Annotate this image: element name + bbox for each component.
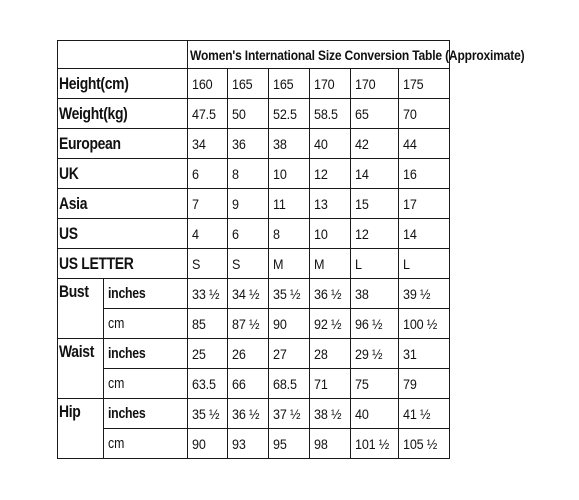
value-cell bbox=[269, 429, 310, 459]
unit-label-cell bbox=[104, 279, 188, 309]
table-row-hip-inches bbox=[58, 399, 450, 429]
value-cell bbox=[399, 129, 450, 159]
cell-value: 14 bbox=[403, 225, 417, 242]
value-cell bbox=[351, 339, 399, 369]
cell-value: 35 ½ bbox=[273, 285, 301, 302]
value-cell bbox=[269, 249, 310, 279]
cell-value: 7 bbox=[192, 195, 199, 212]
value-cell bbox=[351, 309, 399, 339]
table-row-european bbox=[58, 129, 450, 159]
value-cell bbox=[269, 219, 310, 249]
value-cell bbox=[269, 279, 310, 309]
table-row-weight-kg bbox=[58, 99, 450, 129]
value-cell bbox=[399, 399, 450, 429]
value-cell bbox=[188, 369, 228, 399]
value-cell bbox=[228, 399, 269, 429]
group-label-cell bbox=[58, 399, 104, 459]
group-label-cell bbox=[58, 339, 104, 399]
unit-label-cell bbox=[104, 369, 188, 399]
cell-value: 70 bbox=[403, 105, 417, 122]
cell-value: 170 bbox=[314, 75, 335, 92]
unit-label-cell bbox=[104, 399, 188, 429]
table-row-us bbox=[58, 219, 450, 249]
cell-value: 71 bbox=[314, 375, 328, 392]
value-cell bbox=[188, 279, 228, 309]
value-cell bbox=[351, 369, 399, 399]
cell-value: 65 bbox=[355, 105, 369, 122]
cell-value: 98 bbox=[314, 435, 328, 452]
unit-label: inches bbox=[108, 344, 146, 362]
value-cell bbox=[351, 69, 399, 99]
cell-value: 39 ½ bbox=[403, 285, 431, 302]
cell-value: S bbox=[232, 255, 241, 272]
cell-value: 96 ½ bbox=[355, 315, 383, 332]
cell-value: 6 bbox=[192, 165, 199, 182]
cell-value: 87 ½ bbox=[232, 315, 260, 332]
unit-label: inches bbox=[108, 284, 146, 302]
cell-value: 36 ½ bbox=[232, 405, 260, 422]
cell-value: 8 bbox=[232, 165, 239, 182]
value-cell bbox=[399, 339, 450, 369]
value-cell bbox=[310, 129, 351, 159]
cell-value: 38 ½ bbox=[314, 405, 342, 422]
value-cell bbox=[310, 99, 351, 129]
table-row-waist-inches bbox=[58, 339, 450, 369]
cell-value: 17 bbox=[403, 195, 417, 212]
cell-value: 15 bbox=[355, 195, 369, 212]
cell-value: 31 bbox=[403, 345, 417, 362]
cell-value: 25 bbox=[192, 345, 206, 362]
table-row-bust-inches bbox=[58, 279, 450, 309]
cell-value: 16 bbox=[403, 165, 417, 182]
value-cell bbox=[269, 129, 310, 159]
cell-value: M bbox=[314, 255, 325, 272]
value-cell bbox=[228, 129, 269, 159]
table-row-height-cm bbox=[58, 69, 450, 99]
value-cell bbox=[351, 99, 399, 129]
cell-value: 27 bbox=[273, 345, 287, 362]
cell-value: 11 bbox=[273, 195, 286, 212]
value-cell bbox=[269, 189, 310, 219]
value-cell bbox=[351, 429, 399, 459]
size-conversion-table-container bbox=[57, 40, 525, 460]
value-cell bbox=[228, 249, 269, 279]
row-label: Weight(kg) bbox=[59, 103, 128, 123]
value-cell bbox=[188, 159, 228, 189]
table-title-cell bbox=[188, 41, 525, 69]
value-cell bbox=[310, 69, 351, 99]
value-cell bbox=[310, 279, 351, 309]
value-cell bbox=[228, 219, 269, 249]
value-cell bbox=[269, 69, 310, 99]
row-label-cell bbox=[58, 69, 188, 99]
value-cell bbox=[228, 159, 269, 189]
cell-value: 90 bbox=[192, 435, 206, 452]
unit-label-cell bbox=[104, 429, 188, 459]
row-label: US bbox=[59, 223, 78, 243]
value-cell bbox=[228, 369, 269, 399]
cell-value: 38 bbox=[273, 135, 287, 152]
cell-value: 47.5 bbox=[192, 105, 216, 122]
cell-value: 93 bbox=[232, 435, 246, 452]
value-cell bbox=[310, 369, 351, 399]
value-cell bbox=[310, 189, 351, 219]
value-cell bbox=[228, 429, 269, 459]
cell-value: 90 bbox=[273, 315, 287, 332]
value-cell bbox=[310, 219, 351, 249]
cell-value: 52.5 bbox=[273, 105, 297, 122]
cell-value: 6 bbox=[232, 225, 239, 242]
cell-value: 10 bbox=[273, 165, 287, 182]
cell-value: 66 bbox=[232, 375, 246, 392]
value-cell bbox=[351, 249, 399, 279]
cell-value: 35 ½ bbox=[192, 405, 220, 422]
cell-value: 14 bbox=[355, 165, 369, 182]
cell-value: 165 bbox=[273, 75, 294, 92]
value-cell bbox=[228, 99, 269, 129]
table-row-bust-cm bbox=[58, 309, 450, 339]
unit-label: cm bbox=[108, 374, 125, 392]
value-cell bbox=[310, 309, 351, 339]
cell-value: 28 bbox=[314, 345, 328, 362]
value-cell bbox=[228, 279, 269, 309]
cell-value: 44 bbox=[403, 135, 417, 152]
cell-value: 95 bbox=[273, 435, 287, 452]
cell-value: L bbox=[355, 255, 362, 272]
table-row-asia bbox=[58, 189, 450, 219]
value-cell bbox=[188, 219, 228, 249]
value-cell bbox=[310, 159, 351, 189]
value-cell bbox=[399, 429, 450, 459]
row-label-cell bbox=[58, 219, 188, 249]
cell-value: 38 bbox=[355, 285, 369, 302]
cell-value: 33 ½ bbox=[192, 285, 220, 302]
value-cell bbox=[269, 99, 310, 129]
cell-value: 12 bbox=[355, 225, 369, 242]
row-label-cell bbox=[58, 159, 188, 189]
value-cell bbox=[399, 249, 450, 279]
table-row-waist-cm bbox=[58, 369, 450, 399]
value-cell bbox=[228, 309, 269, 339]
value-cell bbox=[188, 249, 228, 279]
cell-value: 175 bbox=[403, 75, 424, 92]
value-cell bbox=[228, 189, 269, 219]
value-cell bbox=[399, 279, 450, 309]
row-label: European bbox=[59, 133, 121, 153]
group-label: Waist bbox=[59, 342, 95, 361]
group-label: Bust bbox=[59, 282, 89, 301]
size-conversion-table bbox=[57, 40, 525, 459]
cell-value: 63.5 bbox=[192, 375, 216, 392]
value-cell bbox=[188, 69, 228, 99]
cell-value: S bbox=[192, 255, 201, 272]
title-row-blank-cell bbox=[58, 41, 188, 69]
value-cell bbox=[399, 219, 450, 249]
table-row-us-letter bbox=[58, 249, 450, 279]
value-cell bbox=[269, 159, 310, 189]
value-cell bbox=[399, 69, 450, 99]
cell-value: 8 bbox=[273, 225, 280, 242]
cell-value: 10 bbox=[314, 225, 328, 242]
value-cell bbox=[351, 279, 399, 309]
unit-label: cm bbox=[108, 434, 125, 452]
cell-value: 105 ½ bbox=[403, 435, 438, 452]
cell-value: 9 bbox=[232, 195, 239, 212]
value-cell bbox=[269, 399, 310, 429]
value-cell bbox=[310, 399, 351, 429]
cell-value: 36 bbox=[232, 135, 246, 152]
row-label: US LETTER bbox=[59, 253, 134, 273]
value-cell bbox=[310, 339, 351, 369]
value-cell bbox=[188, 339, 228, 369]
value-cell bbox=[351, 189, 399, 219]
value-cell bbox=[399, 369, 450, 399]
value-cell bbox=[351, 399, 399, 429]
cell-value: 34 ½ bbox=[232, 285, 260, 302]
value-cell bbox=[399, 309, 450, 339]
value-cell bbox=[188, 189, 228, 219]
cell-value: 170 bbox=[355, 75, 376, 92]
cell-value: 85 bbox=[192, 315, 206, 332]
value-cell bbox=[228, 339, 269, 369]
value-cell bbox=[310, 429, 351, 459]
value-cell bbox=[399, 99, 450, 129]
cell-value: 41 ½ bbox=[403, 405, 431, 422]
cell-value: 100 ½ bbox=[403, 315, 438, 332]
row-label: UK bbox=[59, 163, 79, 183]
value-cell bbox=[188, 399, 228, 429]
cell-value: 40 bbox=[355, 405, 369, 422]
row-label-cell bbox=[58, 249, 188, 279]
cell-value: 13 bbox=[314, 195, 328, 212]
cell-value: 68.5 bbox=[273, 375, 297, 392]
value-cell bbox=[269, 309, 310, 339]
cell-value: M bbox=[273, 255, 284, 272]
value-cell bbox=[188, 99, 228, 129]
cell-value: 160 bbox=[192, 75, 213, 92]
unit-label: inches bbox=[108, 404, 146, 422]
unit-label-cell bbox=[104, 339, 188, 369]
group-label: Hip bbox=[59, 402, 81, 421]
cell-value: 101 ½ bbox=[355, 435, 390, 452]
row-label: Height(cm) bbox=[59, 73, 129, 93]
cell-value: 4 bbox=[192, 225, 199, 242]
unit-label-cell bbox=[104, 309, 188, 339]
cell-value: 79 bbox=[403, 375, 417, 392]
value-cell bbox=[399, 159, 450, 189]
cell-value: 75 bbox=[355, 375, 369, 392]
cell-value: 26 bbox=[232, 345, 246, 362]
value-cell bbox=[310, 249, 351, 279]
value-cell bbox=[269, 339, 310, 369]
row-label-cell bbox=[58, 129, 188, 159]
row-label-cell bbox=[58, 189, 188, 219]
title-row bbox=[58, 41, 450, 69]
cell-value: 58.5 bbox=[314, 105, 338, 122]
value-cell bbox=[228, 69, 269, 99]
cell-value: 165 bbox=[232, 75, 253, 92]
cell-value: L bbox=[403, 255, 410, 272]
value-cell bbox=[188, 129, 228, 159]
cell-value: 29 ½ bbox=[355, 345, 383, 362]
table-title: Women's International Size Conversion Table (Approximate) bbox=[190, 46, 525, 63]
value-cell bbox=[351, 219, 399, 249]
table-row-uk bbox=[58, 159, 450, 189]
cell-value: 40 bbox=[314, 135, 328, 152]
table-row-hip-cm bbox=[58, 429, 450, 459]
value-cell bbox=[188, 429, 228, 459]
value-cell bbox=[399, 189, 450, 219]
row-label: Asia bbox=[59, 193, 88, 213]
value-cell bbox=[351, 129, 399, 159]
row-label-cell bbox=[58, 99, 188, 129]
cell-value: 34 bbox=[192, 135, 206, 152]
cell-value: 42 bbox=[355, 135, 369, 152]
cell-value: 50 bbox=[232, 105, 246, 122]
cell-value: 37 ½ bbox=[273, 405, 301, 422]
cell-value: 92 ½ bbox=[314, 315, 342, 332]
unit-label: cm bbox=[108, 314, 125, 332]
value-cell bbox=[351, 159, 399, 189]
group-label-cell bbox=[58, 279, 104, 339]
cell-value: 12 bbox=[314, 165, 328, 182]
value-cell bbox=[188, 309, 228, 339]
value-cell bbox=[269, 369, 310, 399]
cell-value: 36 ½ bbox=[314, 285, 342, 302]
